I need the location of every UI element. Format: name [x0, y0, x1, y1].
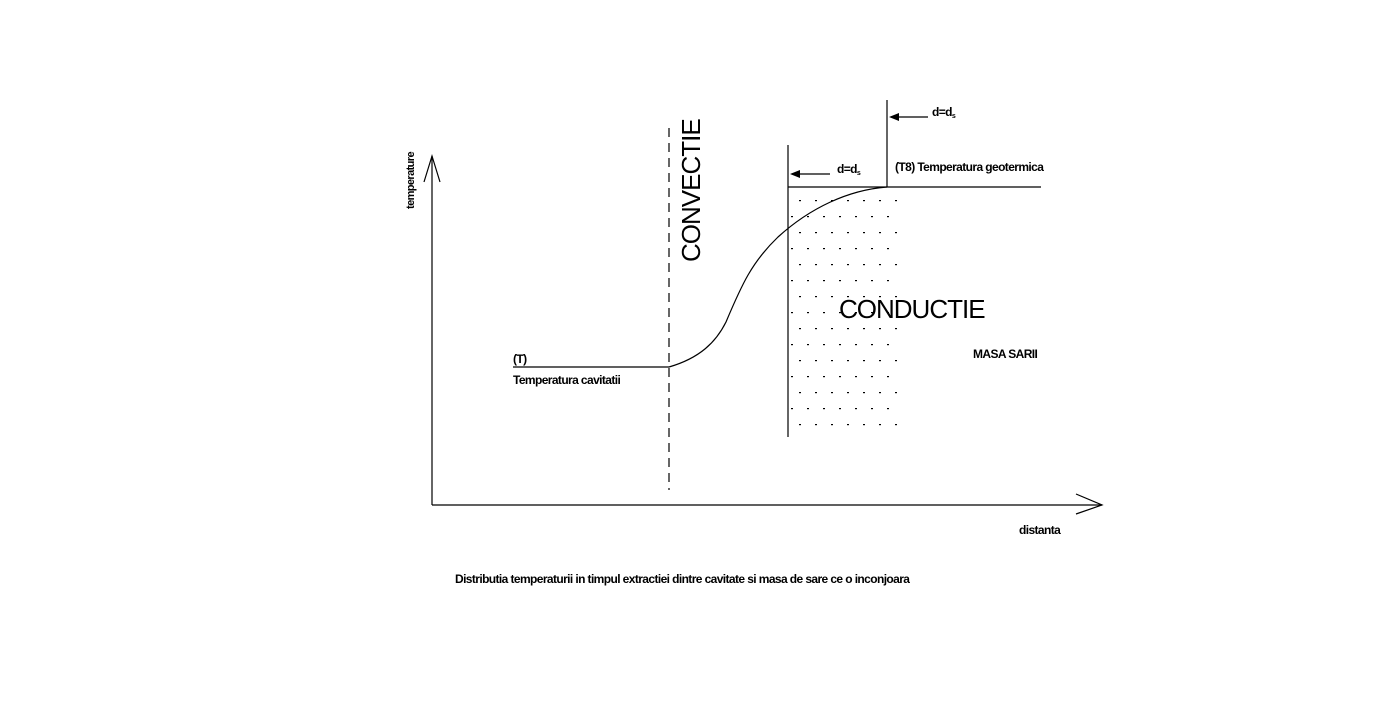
- conduction-dot: [831, 392, 833, 393]
- conduction-dot: [855, 280, 857, 281]
- conduction-dot: [855, 216, 857, 217]
- conduction-dot: [799, 424, 801, 425]
- conduction-dot: [871, 248, 873, 249]
- conduction-dot: [887, 376, 889, 377]
- conduction-dot: [879, 232, 881, 233]
- inner-d-marker: [790, 162, 861, 178]
- conduction-dot: [799, 360, 801, 361]
- conduction-dot: [799, 392, 801, 393]
- conduction-dot: [895, 232, 897, 233]
- conduction-dot: [895, 424, 897, 425]
- conduction-dot: [807, 216, 809, 217]
- conduction-dot: [799, 328, 801, 329]
- conduction-dot: [791, 312, 793, 313]
- convection-label: CONVECTIE: [676, 119, 706, 262]
- conduction-dot: [871, 280, 873, 281]
- conduction-dot: [831, 232, 833, 233]
- conduction-dot: [831, 264, 833, 265]
- conduction-dot: [791, 248, 793, 249]
- axes: [424, 156, 1102, 514]
- conduction-dot: [815, 264, 817, 265]
- conduction-dot: [847, 264, 849, 265]
- conduction-dot: [839, 248, 841, 249]
- conduction-dot: [791, 376, 793, 377]
- conduction-dot: [895, 264, 897, 265]
- conduction-dot: [831, 360, 833, 361]
- geothermal-temperature-label: (T8) Temperatura geotermica: [895, 160, 1044, 174]
- conduction-dot: [871, 344, 873, 345]
- conduction-dot: [887, 248, 889, 249]
- conduction-dot: [847, 424, 849, 425]
- diagram-caption: Distributia temperaturii in timpul extractiei dintre cavitate si masa de sare ce o inconjoara: [455, 572, 910, 586]
- conduction-dot: [879, 360, 881, 361]
- conduction-dot: [823, 280, 825, 281]
- conduction-dot: [815, 424, 817, 425]
- conduction-dot: [823, 248, 825, 249]
- conduction-dot: [823, 312, 825, 313]
- conduction-dot: [871, 408, 873, 409]
- salt-mass-label: MASA SARII: [973, 347, 1038, 361]
- conduction-dot: [815, 296, 817, 297]
- conduction-dot: [855, 376, 857, 377]
- conduction-dot: [807, 344, 809, 345]
- conduction-dot: [831, 424, 833, 425]
- inner-d-arrowhead: [790, 170, 800, 178]
- conduction-dot: [839, 344, 841, 345]
- conduction-dot: [863, 360, 865, 361]
- conduction-dot: [799, 232, 801, 233]
- conduction-dot: [863, 392, 865, 393]
- conduction-dot: [831, 328, 833, 329]
- conduction-dot: [823, 408, 825, 409]
- cavity-symbol-label: (T): [513, 352, 527, 366]
- cavity-temperature-label: Temperatura cavitatii: [513, 373, 621, 387]
- conduction-dot: [807, 376, 809, 377]
- conduction-dot: [879, 392, 881, 393]
- conduction-dot: [799, 296, 801, 297]
- conduction-dot: [807, 280, 809, 281]
- conduction-dot: [871, 216, 873, 217]
- conduction-dot: [863, 328, 865, 329]
- y-axis-label: temperature: [405, 152, 417, 209]
- conduction-dot: [847, 200, 849, 201]
- conduction-dot: [855, 248, 857, 249]
- conduction-dot: [879, 328, 881, 329]
- x-axis-arrowhead: [1076, 494, 1102, 514]
- conduction-dot: [815, 392, 817, 393]
- conduction-dot: [815, 360, 817, 361]
- x-axis-label: distanta: [1019, 523, 1061, 537]
- conduction-dot: [791, 216, 793, 217]
- conduction-dot: [895, 360, 897, 361]
- conduction-dot: [791, 280, 793, 281]
- conduction-dot: [863, 424, 865, 425]
- conduction-dot: [887, 344, 889, 345]
- conduction-dot: [847, 232, 849, 233]
- conduction-dot: [863, 200, 865, 201]
- conduction-dot: [823, 344, 825, 345]
- conduction-dot: [847, 328, 849, 329]
- conduction-dot: [895, 392, 897, 393]
- conduction-dot: [807, 408, 809, 409]
- conduction-dot: [839, 376, 841, 377]
- conduction-dot: [799, 264, 801, 265]
- conduction-dot: [855, 408, 857, 409]
- conduction-dot: [895, 328, 897, 329]
- conduction-dot: [879, 424, 881, 425]
- conduction-dot: [839, 408, 841, 409]
- conduction-dot: [879, 264, 881, 265]
- conduction-dot: [815, 328, 817, 329]
- conduction-dot: [807, 312, 809, 313]
- outer-d-label: d=ds: [932, 105, 956, 120]
- conduction-dot: [847, 392, 849, 393]
- conduction-dot: [823, 216, 825, 217]
- conduction-dot: [839, 216, 841, 217]
- conduction-label: CONDUCTIE: [839, 294, 985, 324]
- conduction-dot: [855, 344, 857, 345]
- conduction-dot: [839, 280, 841, 281]
- conduction-dot: [831, 200, 833, 201]
- conduction-dot: [807, 248, 809, 249]
- conduction-dot: [895, 200, 897, 201]
- conduction-dot: [815, 232, 817, 233]
- conduction-dot: [879, 200, 881, 201]
- conduction-dot: [847, 360, 849, 361]
- conduction-dot: [887, 408, 889, 409]
- conduction-dot: [887, 216, 889, 217]
- conduction-dot: [799, 200, 801, 201]
- conduction-dot: [815, 200, 817, 201]
- conduction-dot: [823, 376, 825, 377]
- outer-d-marker: [889, 105, 956, 121]
- outer-d-arrowhead: [889, 113, 899, 121]
- inner-d-label: d=ds: [837, 162, 861, 177]
- conduction-dot: [871, 376, 873, 377]
- conduction-dot: [791, 408, 793, 409]
- conduction-dot: [831, 296, 833, 297]
- conduction-dot: [863, 264, 865, 265]
- conduction-dot: [791, 344, 793, 345]
- conduction-dot: [863, 232, 865, 233]
- conduction-dot: [887, 280, 889, 281]
